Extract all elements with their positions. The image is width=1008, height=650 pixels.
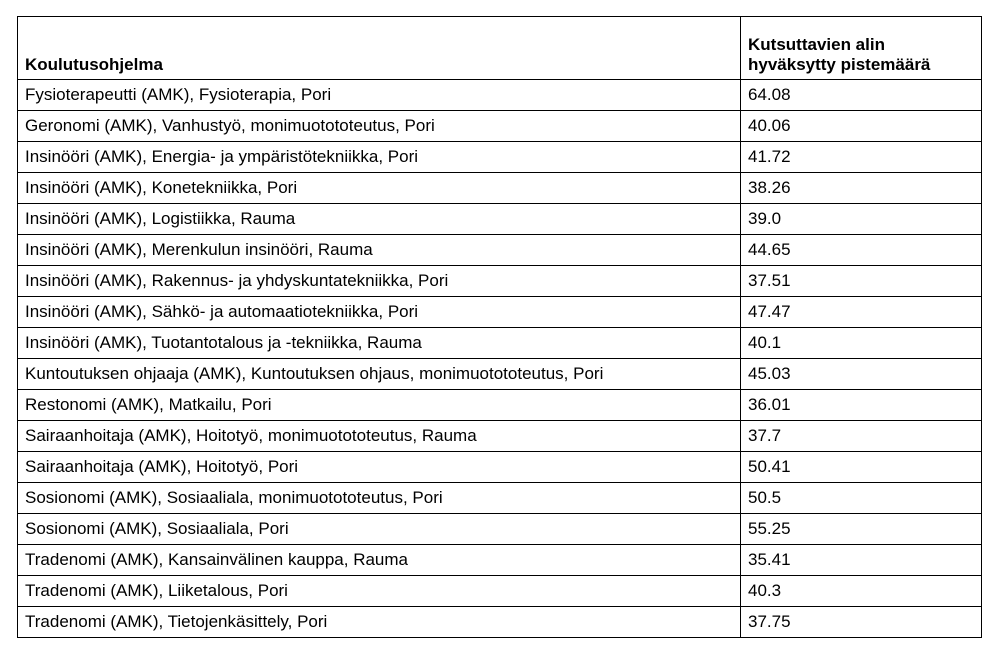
table-row [18, 514, 982, 545]
header-min-score-line1: Kutsuttavien alin [748, 35, 885, 54]
cell-score: 39.0 [741, 204, 982, 235]
table-row [18, 111, 982, 142]
cell-score: 44.65 [741, 235, 982, 266]
table-row [18, 266, 982, 297]
cell-score: 37.75 [741, 607, 982, 638]
cell-score: 38.26 [741, 173, 982, 204]
cell-score: 35.41 [741, 545, 982, 576]
cell-score: 50.5 [741, 483, 982, 514]
cell-program: Kuntoutuksen ohjaaja (AMK), Kuntoutuksen ohjaus, monimuotototeutus, Pori [18, 359, 741, 390]
table-row [18, 607, 982, 638]
cell-score: 40.1 [741, 328, 982, 359]
cell-program: Insinööri (AMK), Tuotantotalous ja -tekniikka, Rauma [18, 328, 741, 359]
cell-program: Insinööri (AMK), Merenkulun insinööri, Rauma [18, 235, 741, 266]
cell-score: 41.72 [741, 142, 982, 173]
cell-program: Insinööri (AMK), Rakennus- ja yhdyskuntatekniikka, Pori [18, 266, 741, 297]
cell-program: Restonomi (AMK), Matkailu, Pori [18, 390, 741, 421]
cell-score: 45.03 [741, 359, 982, 390]
table-row [18, 483, 982, 514]
cell-program: Sosionomi (AMK), Sosiaaliala, monimuotototeutus, Pori [18, 483, 741, 514]
header-min-score [741, 17, 982, 80]
cell-score: 37.51 [741, 266, 982, 297]
cell-program: Geronomi (AMK), Vanhustyö, monimuotototeutus, Pori [18, 111, 741, 142]
table-row [18, 452, 982, 483]
cell-score: 37.7 [741, 421, 982, 452]
table-row [18, 328, 982, 359]
cell-score: 50.41 [741, 452, 982, 483]
cell-program: Sairaanhoitaja (AMK), Hoitotyö, monimuotototeutus, Rauma [18, 421, 741, 452]
cell-program: Fysioterapeutti (AMK), Fysioterapia, Pori [18, 80, 741, 111]
cell-program: Insinööri (AMK), Konetekniikka, Pori [18, 173, 741, 204]
table-row [18, 576, 982, 607]
table-row [18, 142, 982, 173]
table-body [18, 80, 982, 638]
cell-score: 47.47 [741, 297, 982, 328]
admission-scores-table [17, 16, 982, 638]
header-min-score-line2: hyväksytty pistemäärä [748, 55, 931, 74]
table-header-row [18, 17, 982, 80]
cell-program: Insinööri (AMK), Logistiikka, Rauma [18, 204, 741, 235]
table-row [18, 235, 982, 266]
cell-score: 36.01 [741, 390, 982, 421]
cell-program: Insinööri (AMK), Sähkö- ja automaatiotekniikka, Pori [18, 297, 741, 328]
cell-score: 64.08 [741, 80, 982, 111]
table-row [18, 359, 982, 390]
table-row [18, 204, 982, 235]
header-program: Koulutusohjelma [18, 17, 741, 80]
cell-program: Tradenomi (AMK), Kansainvälinen kauppa, Rauma [18, 545, 741, 576]
cell-score: 40.06 [741, 111, 982, 142]
cell-score: 40.3 [741, 576, 982, 607]
cell-score: 55.25 [741, 514, 982, 545]
cell-program: Sosionomi (AMK), Sosiaaliala, Pori [18, 514, 741, 545]
cell-program: Tradenomi (AMK), Liiketalous, Pori [18, 576, 741, 607]
table-row [18, 80, 982, 111]
cell-program: Insinööri (AMK), Energia- ja ympäristötekniikka, Pori [18, 142, 741, 173]
cell-program: Tradenomi (AMK), Tietojenkäsittely, Pori [18, 607, 741, 638]
table-row [18, 421, 982, 452]
table-row [18, 173, 982, 204]
table-row [18, 297, 982, 328]
table-row [18, 545, 982, 576]
table-row [18, 390, 982, 421]
cell-program: Sairaanhoitaja (AMK), Hoitotyö, Pori [18, 452, 741, 483]
